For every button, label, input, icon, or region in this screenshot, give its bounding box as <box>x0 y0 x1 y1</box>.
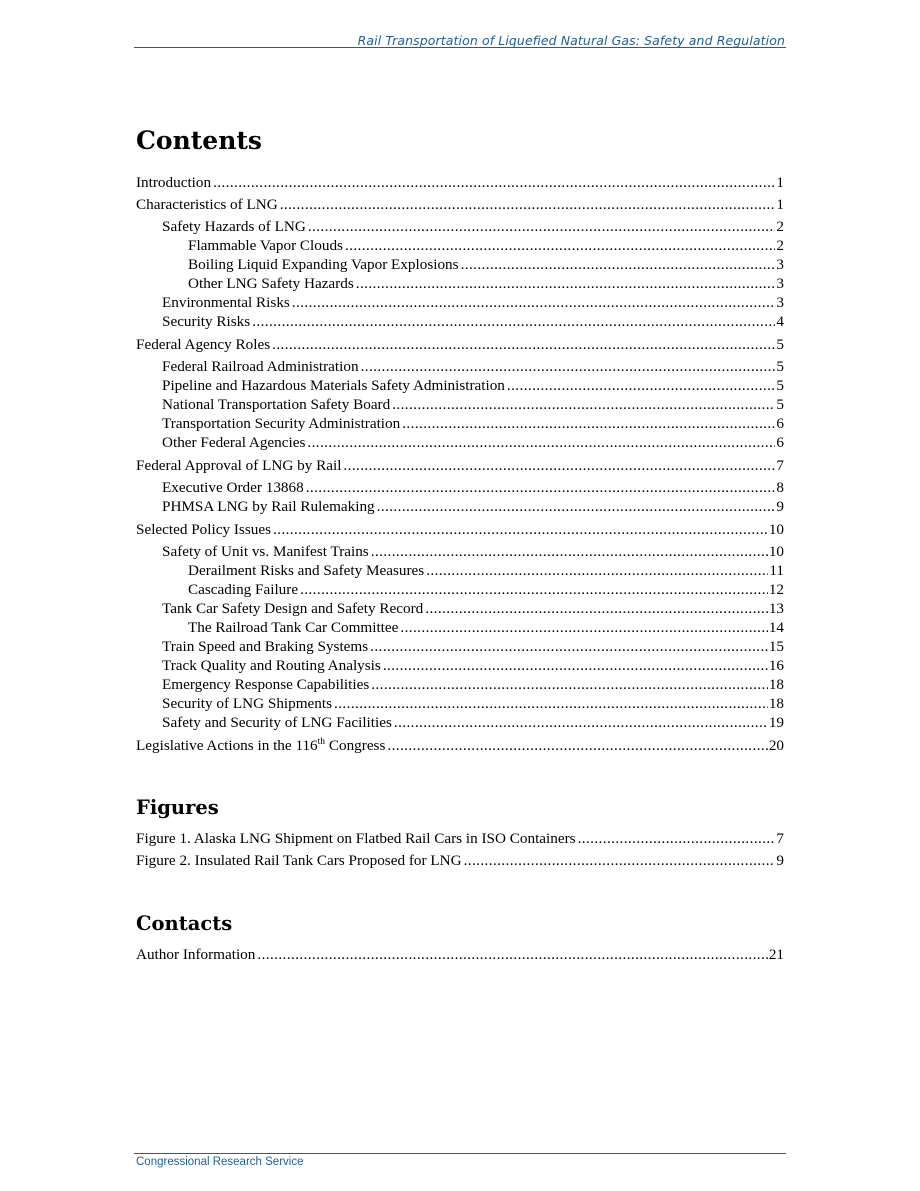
toc-entry-characteristics-of-lng[interactable] <box>136 195 784 215</box>
dot-leader <box>308 217 776 237</box>
toc-entry-title: Boiling Liquid Expanding Vapor Explosions <box>188 256 459 273</box>
toc-entry-title: Track Quality and Routing Analysis <box>162 657 381 674</box>
toc-entry-executive-order[interactable] <box>162 478 784 498</box>
dot-leader <box>292 293 776 313</box>
figure-entry-2[interactable] <box>136 851 784 871</box>
toc-entry-flammable-vapor-clouds[interactable] <box>188 236 784 256</box>
toc-entry-title: Safety of Unit vs. Manifest Trains <box>162 543 369 560</box>
dot-leader <box>464 851 776 871</box>
dot-leader <box>343 456 775 476</box>
toc-entry-page: 5 <box>776 396 784 413</box>
contact-entry-page: 21 <box>768 946 784 963</box>
dot-leader <box>356 274 776 294</box>
toc-entry-title: Introduction <box>136 174 212 191</box>
toc-entry-unit-vs-manifest[interactable] <box>162 542 784 562</box>
dot-leader <box>334 694 768 714</box>
toc-entry-title: Executive Order 13868 <box>162 479 304 496</box>
running-header-title: Rail Transportation of Liquefied Natural Gas: Safety and Regulation <box>357 33 785 48</box>
dot-leader <box>213 173 775 193</box>
toc-entry-page: 8 <box>776 479 784 496</box>
dot-leader <box>370 637 768 657</box>
footer-publisher: Congressional Research Service <box>136 1156 304 1168</box>
toc-entry-ntsb[interactable] <box>162 395 784 415</box>
toc-entry-page: 1 <box>776 196 784 213</box>
toc-entry-page: 18 <box>768 695 784 712</box>
dot-leader <box>306 478 776 498</box>
toc-entry-page: 12 <box>768 581 784 598</box>
figure-entry-title: Figure 1. Alaska LNG Shipment on Flatbed Rail Cars in ISO Containers <box>136 830 576 847</box>
toc-entry-selected-policy-issues[interactable] <box>136 520 784 540</box>
toc-entry-page: 14 <box>768 619 784 636</box>
toc-entry-tsa[interactable] <box>162 414 784 434</box>
toc-entry-page: 10 <box>768 521 784 538</box>
toc-entry-page: 7 <box>776 457 784 474</box>
dot-leader <box>426 561 768 581</box>
toc-entry-title <box>136 736 385 756</box>
toc-entry-title: The Railroad Tank Car Committee <box>188 619 399 636</box>
toc-entry-introduction[interactable] <box>136 173 784 193</box>
toc-entry-federal-approval[interactable] <box>136 456 784 476</box>
dot-leader <box>257 945 767 965</box>
toc-entry-page: 10 <box>768 543 784 560</box>
figure-entry-title: Figure 2. Insulated Rail Tank Cars Proposed for LNG <box>136 852 462 869</box>
toc-entry-page: 18 <box>768 676 784 693</box>
toc-entry-page: 19 <box>768 714 784 731</box>
toc-entry-title: Flammable Vapor Clouds <box>188 237 343 254</box>
toc-entry-train-speed[interactable] <box>162 637 784 657</box>
dot-leader <box>392 395 775 415</box>
toc-entry-page: 16 <box>768 657 784 674</box>
contacts-heading: Contacts <box>136 912 233 935</box>
toc-entry-federal-agency-roles[interactable] <box>136 335 784 355</box>
toc-entry-title: Security Risks <box>162 313 251 330</box>
dot-leader <box>371 542 768 562</box>
toc-entry-title: Safety and Security of LNG Facilities <box>162 714 392 731</box>
toc-entry-title: Transportation Security Administration <box>162 415 401 432</box>
toc-entry-legislative-actions[interactable] <box>136 736 784 756</box>
toc-entry-fra[interactable] <box>162 357 784 377</box>
toc-entry-title: Train Speed and Braking Systems <box>162 638 369 655</box>
toc-entry-title: Pipeline and Hazardous Materials Safety Administration <box>162 377 505 394</box>
toc-entry-security-of-shipments[interactable] <box>162 694 784 714</box>
toc-entry-page: 20 <box>768 737 784 754</box>
toc-entry-title: Tank Car Safety Design and Safety Record <box>162 600 424 617</box>
dot-leader <box>377 497 776 517</box>
toc-entry-title-main: Legislative Actions in the 116 <box>136 737 318 754</box>
toc-entry-bleve[interactable] <box>188 255 784 275</box>
dot-leader <box>507 376 776 396</box>
toc-entry-page: 9 <box>776 498 784 515</box>
toc-entry-title-end: Congress <box>325 737 386 754</box>
toc-entry-security-risks[interactable] <box>162 312 784 332</box>
figures-heading: Figures <box>136 796 219 819</box>
dot-leader <box>272 335 775 355</box>
toc-entry-title: Emergency Response Capabilities <box>162 676 370 693</box>
toc-entry-page: 5 <box>776 358 784 375</box>
toc-entry-page: 3 <box>776 275 784 292</box>
toc-entry-title: Other LNG Safety Hazards <box>188 275 354 292</box>
toc-entry-title: Federal Agency Roles <box>136 336 271 353</box>
toc-entry-page: 3 <box>776 294 784 311</box>
dot-leader <box>425 599 768 619</box>
dot-leader <box>578 829 776 849</box>
toc-entry-title: PHMSA LNG by Rail Rulemaking <box>162 498 375 515</box>
toc-entry-page: 5 <box>776 377 784 394</box>
footer-rule <box>134 1153 786 1154</box>
toc-entry-title: Other Federal Agencies <box>162 434 306 451</box>
toc-entry-page: 2 <box>776 218 784 235</box>
dot-leader <box>387 736 767 756</box>
contact-entry-author-information[interactable] <box>136 945 784 965</box>
toc-entry-page: 4 <box>776 313 784 330</box>
dot-leader <box>307 433 775 453</box>
toc-entry-phmsa[interactable] <box>162 376 784 396</box>
toc-entry-page: 3 <box>776 256 784 273</box>
contact-entry-title: Author Information <box>136 946 256 963</box>
toc-entry-phmsa-rulemaking[interactable] <box>162 497 784 517</box>
toc-entry-title: Selected Policy Issues <box>136 521 271 538</box>
toc-entry-other-federal-agencies[interactable] <box>162 433 784 453</box>
dot-leader <box>300 580 768 600</box>
toc-entry-title: National Transportation Safety Board <box>162 396 391 413</box>
toc-entry-track-quality[interactable] <box>162 656 784 676</box>
figure-entry-page: 9 <box>776 852 784 869</box>
toc-entry-tank-car-safety[interactable] <box>162 599 784 619</box>
toc-entry-title: Environmental Risks <box>162 294 290 311</box>
toc-entry-lng-facilities[interactable] <box>162 713 784 733</box>
contents-heading: Contents <box>136 126 263 155</box>
dot-leader <box>402 414 775 434</box>
toc-entry-emergency-response[interactable] <box>162 675 784 695</box>
toc-entry-tank-car-committee[interactable] <box>188 618 784 638</box>
ordinal-suffix: th <box>317 736 326 747</box>
toc-entry-title: Federal Railroad Administration <box>162 358 359 375</box>
toc-entry-page: 6 <box>776 434 784 451</box>
dot-leader <box>361 357 776 377</box>
header-rule <box>134 47 786 48</box>
figure-entry-page: 7 <box>776 830 784 847</box>
dot-leader <box>273 520 768 540</box>
dot-leader <box>400 618 767 638</box>
toc-entry-safety-hazards-of-lng[interactable] <box>162 217 784 237</box>
toc-entry-title: Derailment Risks and Safety Measures <box>188 562 425 579</box>
toc-entry-page: 13 <box>768 600 784 617</box>
toc-entry-page: 2 <box>776 237 784 254</box>
dot-leader <box>394 713 768 733</box>
toc-entry-environmental-risks[interactable] <box>162 293 784 313</box>
toc-entry-page: 15 <box>768 638 784 655</box>
toc-entry-title: Safety Hazards of LNG <box>162 218 306 235</box>
toc-entry-derailment-risks[interactable] <box>188 561 784 581</box>
toc-entry-page: 6 <box>776 415 784 432</box>
toc-entry-page: 5 <box>776 336 784 353</box>
toc-entry-title: Federal Approval of LNG by Rail <box>136 457 342 474</box>
toc-entry-other-lng-safety-hazards[interactable] <box>188 274 784 294</box>
dot-leader <box>371 675 768 695</box>
figure-entry-1[interactable] <box>136 829 784 849</box>
dot-leader <box>461 255 776 275</box>
dot-leader <box>280 195 776 215</box>
dot-leader <box>345 236 775 256</box>
toc-entry-title: Security of LNG Shipments <box>162 695 332 712</box>
dot-leader <box>252 312 775 332</box>
dot-leader <box>383 656 768 676</box>
toc-entry-title: Cascading Failure <box>188 581 299 598</box>
toc-entry-page: 1 <box>776 174 784 191</box>
toc-entry-page: 11 <box>769 562 784 579</box>
toc-entry-title: Characteristics of LNG <box>136 196 278 213</box>
toc-entry-cascading-failure[interactable] <box>188 580 784 600</box>
